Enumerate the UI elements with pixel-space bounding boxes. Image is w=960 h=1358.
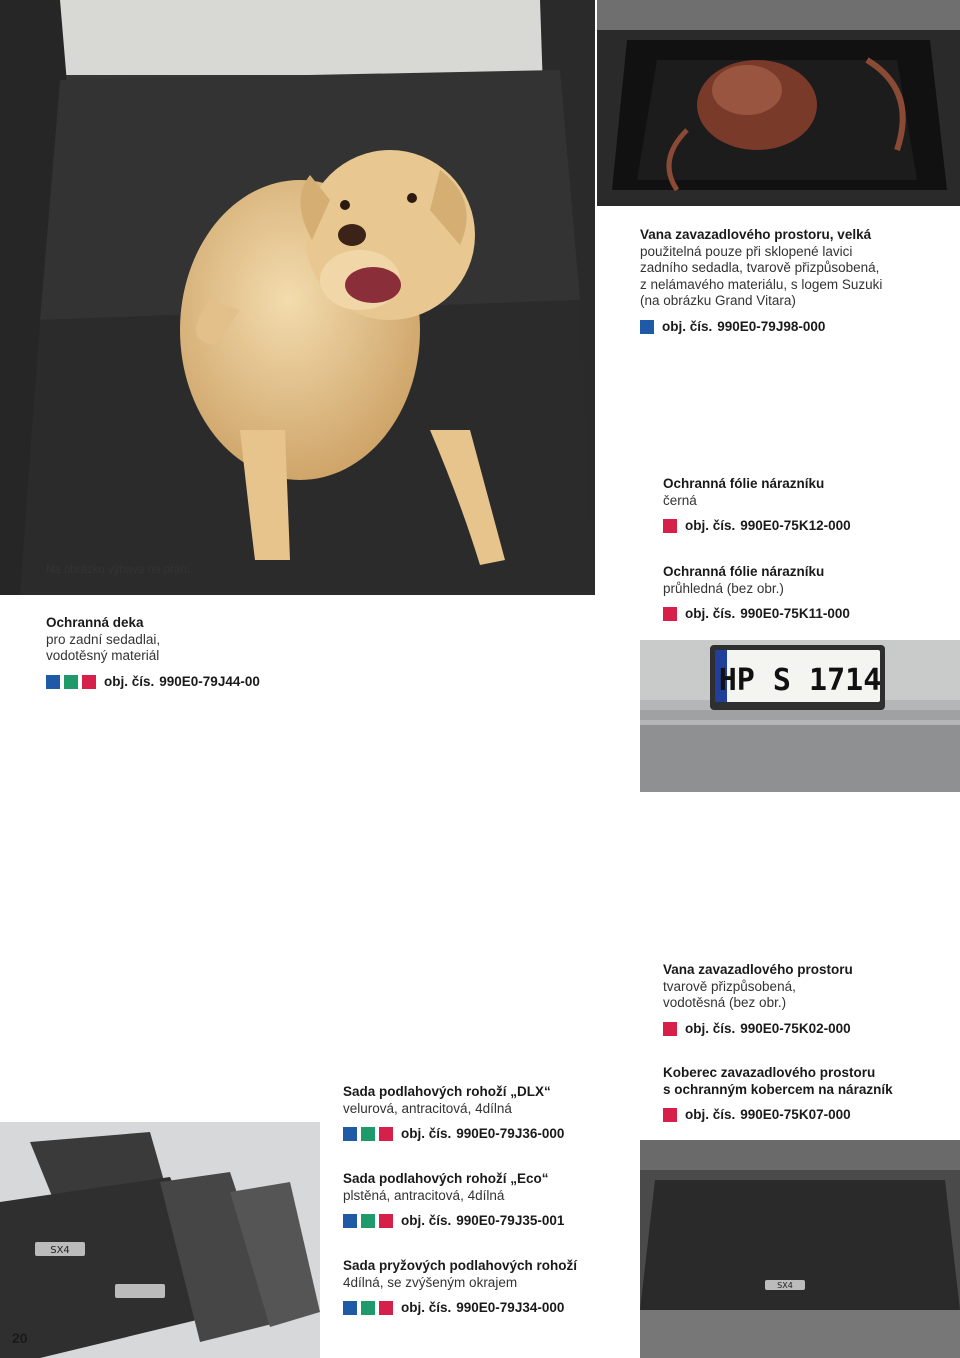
order-label: obj. čís. [685, 518, 736, 533]
order-line [343, 1213, 633, 1230]
order-label: obj. čís. [401, 1300, 452, 1315]
order-number: 990E0-79J35-001 [456, 1213, 565, 1228]
product-mats-rubber [343, 1258, 633, 1317]
color-swatch-red [663, 519, 677, 533]
product-desc: černá [663, 492, 697, 508]
order-number: 990E0-75K07-000 [740, 1107, 851, 1122]
color-swatch-red [663, 1022, 677, 1036]
order-line [663, 1021, 953, 1038]
optional-equipment-note: Na obrázku výbava na přání. [46, 564, 194, 576]
floor-mats-photo [0, 1122, 320, 1358]
color-swatch-blue [46, 675, 60, 689]
trunk-saddle-photo [597, 0, 960, 206]
order-number: 990E0-79J44-00 [159, 673, 260, 689]
color-swatch-green [64, 675, 78, 689]
product-trunk-tray-large [640, 227, 950, 335]
order-line [343, 1300, 633, 1317]
product-desc: zadního sedadla, tvarově přizpůsobená, [640, 260, 880, 275]
order-number: 990E0-79J98-000 [717, 318, 826, 334]
trunk-carpet-photo [640, 1140, 960, 1358]
color-swatch-green [361, 1214, 375, 1228]
product-title: Ochranná fólie nárazníku [663, 476, 825, 491]
color-swatch-red [379, 1214, 393, 1228]
product-title: Sada pryžových podlahových rohoží [343, 1258, 578, 1273]
order-label: obj. čís. [685, 1107, 736, 1122]
color-swatch-red [663, 1108, 677, 1122]
order-number: 990E0-79J34-000 [456, 1300, 565, 1315]
product-desc: (na obrázku Grand Vitara) [640, 293, 796, 308]
product-desc: vodotěsný materiál [46, 648, 160, 663]
product-desc: průhledná (bez obr.) [663, 580, 784, 596]
order-label: obj. čís. [401, 1126, 452, 1141]
product-trunk-tray [663, 962, 953, 1037]
order-number: 990E0-75K11-000 [740, 606, 850, 621]
color-swatch-blue [640, 320, 654, 334]
product-desc: velurová, antracitová, 4dílná [343, 1100, 512, 1116]
color-swatch-red [82, 675, 96, 689]
product-desc: pro zadní sedadlai, [46, 631, 161, 647]
product-title: Sada podlahových rohoží „Eco“ [343, 1171, 549, 1186]
product-desc: tvarově přizpůsobená, [663, 978, 796, 994]
order-line [663, 1107, 953, 1124]
color-swatch-blue [343, 1127, 357, 1141]
product-desc: vodotěsná (bez obr.) [663, 995, 787, 1010]
order-line [663, 606, 953, 623]
color-swatch-green [361, 1127, 375, 1141]
page-number: 20 [12, 1330, 28, 1346]
product-title: Koberec zavazadlového prostoru [663, 1065, 876, 1080]
order-label: obj. čís. [104, 673, 155, 689]
mat-badge-text: SX4 [50, 1245, 70, 1256]
color-swatch-blue [343, 1214, 357, 1228]
product-desc: použitelná pouze při sklopené lavici [640, 243, 853, 259]
product-title: Ochranná deka [46, 615, 144, 630]
dog-seat-photo [0, 0, 595, 595]
product-mats-eco [343, 1171, 633, 1230]
product-bumper-foil-clear [663, 564, 953, 623]
order-label: obj. čís. [685, 606, 736, 621]
color-swatch-red [663, 607, 677, 621]
product-desc: plstěná, antracitová, 4dílná [343, 1187, 505, 1203]
product-bumper-foil-black [663, 476, 953, 535]
product-title-line2: s ochranným kobercem na nárazník [663, 1081, 893, 1097]
order-label: obj. čís. [662, 318, 713, 334]
product-desc: 4dílná, se zvýšeným okrajem [343, 1274, 518, 1290]
color-swatch-green [361, 1301, 375, 1315]
product-title: Vana zavazadlového prostoru [663, 962, 853, 977]
product-title: Ochranná fólie nárazníku [663, 564, 825, 579]
product-title: Vana zavazadlového prostoru, velká [640, 227, 872, 242]
order-label: obj. čís. [401, 1213, 452, 1228]
order-line [663, 518, 953, 535]
color-swatch-red [379, 1301, 393, 1315]
color-swatch-red [379, 1127, 393, 1141]
order-number: 990E0-79J36-000 [456, 1126, 565, 1141]
plate-text: HP S 1714 [718, 663, 882, 698]
color-swatch-blue [343, 1301, 357, 1315]
carpet-badge-text: SX4 [777, 1281, 793, 1290]
product-mats-dlx [343, 1084, 633, 1143]
order-number: 990E0-75K02-000 [740, 1020, 851, 1036]
product-title: Sada podlahových rohoží „DLX“ [343, 1084, 551, 1099]
product-desc: z nelámavého materiálu, s logem Suzuki [640, 276, 883, 292]
order-number: 990E0-75K12-000 [740, 518, 851, 533]
order-line [640, 319, 950, 336]
order-line [46, 674, 306, 691]
product-trunk-carpet [663, 1065, 953, 1124]
product-blanket [46, 615, 306, 690]
order-label: obj. čís. [685, 1020, 736, 1036]
order-line [343, 1126, 633, 1143]
bumper-plate-photo [640, 640, 960, 792]
